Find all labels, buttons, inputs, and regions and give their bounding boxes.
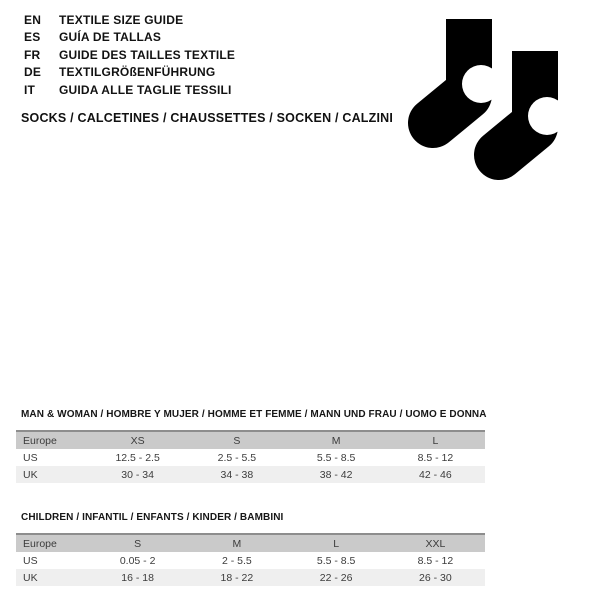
size-table-adults xyxy=(16,430,485,483)
language-label: GUIDE DES TAILLES TEXTILE xyxy=(59,47,236,62)
column-header-region: Europe xyxy=(23,434,57,447)
table-header-row xyxy=(16,431,485,449)
row-label: US xyxy=(23,451,38,464)
column-header-size: M xyxy=(232,537,242,550)
size-value: 16 - 18 xyxy=(121,571,154,584)
language-code: IT xyxy=(24,82,36,97)
size-table-section-adults xyxy=(16,409,485,483)
language-row xyxy=(24,30,235,47)
table-row-uk xyxy=(16,466,485,483)
language-code: EN xyxy=(24,13,42,27)
size-value: 5.5 - 8.5 xyxy=(316,451,356,464)
language-label: TEXTILE SIZE GUIDE xyxy=(59,13,184,27)
column-header-size: L xyxy=(333,537,340,550)
size-value: 5.5 - 8.5 xyxy=(316,554,356,567)
size-value: 2.5 - 5.5 xyxy=(217,451,257,464)
table-row-uk xyxy=(16,569,485,586)
size-table-section-children xyxy=(16,512,485,586)
size-value: 2 - 5.5 xyxy=(221,554,252,567)
language-label: GUIDA ALLE TAGLIE TESSILI xyxy=(59,82,232,97)
row-label: UK xyxy=(23,571,38,584)
column-header-size: XXL xyxy=(425,537,446,550)
table-title-children: CHILDREN / INFANTIL / ENFANTS / KINDER / BAMBINI xyxy=(21,512,284,523)
row-label: UK xyxy=(23,468,38,481)
language-code: DE xyxy=(24,65,42,80)
language-row xyxy=(24,13,235,30)
table-header-row xyxy=(16,534,485,552)
size-value: 8.5 - 12 xyxy=(417,554,454,567)
table-title-adults: MAN & WOMAN / HOMBRE Y MUJER / HOMME ET FEMME / MANN UND FRAU / UOMO E DONNA xyxy=(21,409,487,420)
language-label: GUÍA DE TALLAS xyxy=(59,30,162,45)
column-header-size: L xyxy=(432,434,439,447)
socks-icon xyxy=(395,0,600,200)
language-code: ES xyxy=(24,30,41,45)
sock-back-heel xyxy=(462,65,500,103)
product-category-line: SOCKS / CALCETINES / CHAUSSETTES / SOCKEN / CALZINI xyxy=(21,111,394,125)
row-label: US xyxy=(23,554,38,567)
column-header-size: S xyxy=(233,434,241,447)
size-value: 0.05 - 2 xyxy=(119,554,156,567)
column-header-size: XS xyxy=(130,434,145,447)
column-header-region: Europe xyxy=(23,537,57,550)
column-header-size: S xyxy=(134,537,142,550)
language-row xyxy=(24,65,235,82)
language-row xyxy=(24,48,235,65)
size-value: 38 - 42 xyxy=(319,468,353,481)
size-value: 18 - 22 xyxy=(220,571,254,584)
language-row xyxy=(24,83,235,100)
table-row-us xyxy=(16,449,485,466)
language-label: TEXTILGRÖßENFÜHRUNG xyxy=(59,65,216,80)
language-code: FR xyxy=(24,47,41,62)
column-header-size: M xyxy=(331,434,341,447)
size-value: 22 - 26 xyxy=(319,571,353,584)
size-value: 26 - 30 xyxy=(419,571,452,584)
sock-front-heel xyxy=(528,97,566,135)
size-value: 30 - 34 xyxy=(121,468,154,481)
language-list xyxy=(24,13,235,100)
table-row-us xyxy=(16,552,485,569)
size-value: 34 - 38 xyxy=(220,468,254,481)
size-value: 12.5 - 2.5 xyxy=(115,451,160,464)
size-table-children xyxy=(16,533,485,586)
size-value: 8.5 - 12 xyxy=(417,451,454,464)
size-value: 42 - 46 xyxy=(419,468,452,481)
